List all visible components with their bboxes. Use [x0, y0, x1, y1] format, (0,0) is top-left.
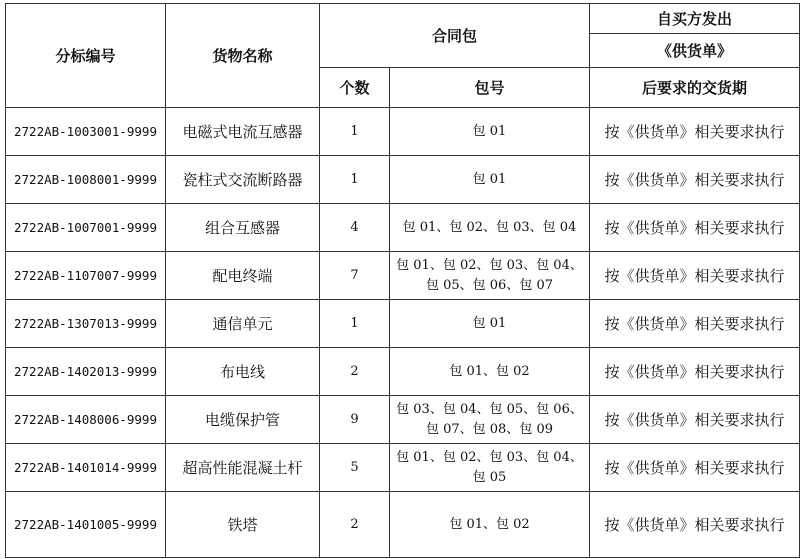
row-packages: 包 01、包 02	[390, 348, 590, 396]
row-code: 2722AB-1008001-9999	[6, 156, 166, 204]
row-code: 2722AB-1003001-9999	[6, 108, 166, 156]
row-packages: 包 01、包 02、包 03、包 04	[390, 204, 590, 252]
row-packages: 包 01	[390, 156, 590, 204]
row-code: 2722AB-1307013-9999	[6, 300, 166, 348]
table-row	[6, 300, 800, 348]
row-delivery: 按《供货单》相关要求执行	[590, 252, 800, 300]
row-count: 1	[320, 156, 390, 204]
row-packages: 包 01、包 02	[390, 492, 590, 558]
row-delivery: 按《供货单》相关要求执行	[590, 492, 800, 558]
row-count: 1	[320, 108, 390, 156]
row-count: 2	[320, 348, 390, 396]
table-row	[6, 444, 800, 492]
row-name: 超高性能混凝土杆	[166, 444, 320, 492]
row-code: 2722AB-1402013-9999	[6, 348, 166, 396]
delivery-schedule-table	[5, 3, 800, 558]
row-packages: 包 01	[390, 108, 590, 156]
header-self-purchase: 自买方发出	[590, 4, 800, 34]
table-row	[6, 108, 800, 156]
row-code: 2722AB-1107007-9999	[6, 252, 166, 300]
row-delivery: 按《供货单》相关要求执行	[590, 204, 800, 252]
row-name: 铁塔	[166, 492, 320, 558]
row-count: 2	[320, 492, 390, 558]
row-count: 4	[320, 204, 390, 252]
row-delivery: 按《供货单》相关要求执行	[590, 348, 800, 396]
row-packages: 包 01	[390, 300, 590, 348]
header-package: 包号	[390, 68, 590, 108]
row-packages: 包 01、包 02、包 03、包 04、包 05	[390, 444, 590, 492]
header-supply-list: 《供货单》	[590, 34, 800, 68]
row-delivery: 按《供货单》相关要求执行	[590, 396, 800, 444]
row-name: 通信单元	[166, 300, 320, 348]
table-row	[6, 348, 800, 396]
header-contract-package: 合同包	[320, 4, 590, 68]
row-count: 1	[320, 300, 390, 348]
row-delivery: 按《供货单》相关要求执行	[590, 444, 800, 492]
row-name: 布电线	[166, 348, 320, 396]
header-code: 分标编号	[6, 4, 166, 108]
row-count: 7	[320, 252, 390, 300]
table-row	[6, 204, 800, 252]
row-count: 5	[320, 444, 390, 492]
table-row	[6, 492, 800, 558]
header-name: 货物名称	[166, 4, 320, 108]
row-name: 组合互感器	[166, 204, 320, 252]
row-name: 配电终端	[166, 252, 320, 300]
row-name: 瓷柱式交流断路器	[166, 156, 320, 204]
row-code: 2722AB-1408006-9999	[6, 396, 166, 444]
row-name: 电磁式电流互感器	[166, 108, 320, 156]
row-code: 2722AB-1401014-9999	[6, 444, 166, 492]
row-code: 2722AB-1007001-9999	[6, 204, 166, 252]
table-row	[6, 156, 800, 204]
row-count: 9	[320, 396, 390, 444]
row-delivery: 按《供货单》相关要求执行	[590, 156, 800, 204]
table-row	[6, 396, 800, 444]
header-count: 个数	[320, 68, 390, 108]
header-delivery: 后要求的交货期	[590, 68, 800, 108]
row-delivery: 按《供货单》相关要求执行	[590, 300, 800, 348]
row-code: 2722AB-1401005-9999	[6, 492, 166, 558]
row-delivery: 按《供货单》相关要求执行	[590, 108, 800, 156]
row-packages: 包 01、包 02、包 03、包 04、包 05、包 06、包 07	[390, 252, 590, 300]
table-row	[6, 252, 800, 300]
row-packages: 包 03、包 04、包 05、包 06、包 07、包 08、包 09	[390, 396, 590, 444]
row-name: 电缆保护管	[166, 396, 320, 444]
